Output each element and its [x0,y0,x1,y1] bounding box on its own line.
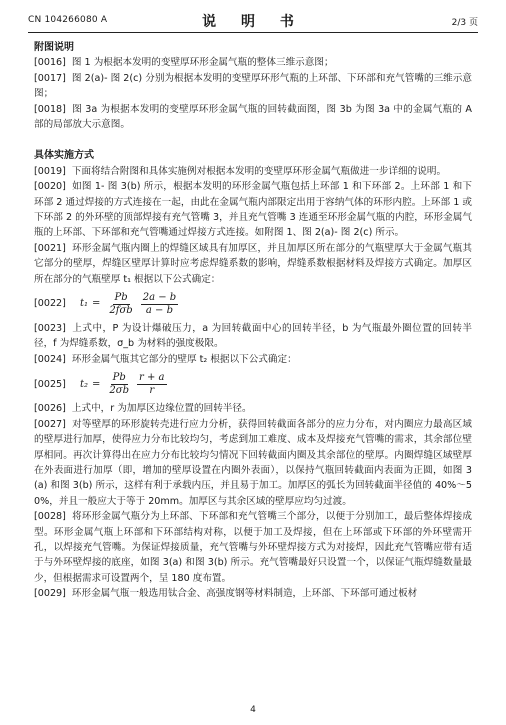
fraction-denominator: r [149,384,155,396]
formula-body [80,372,170,397]
formula-lhs: t₂ [80,378,89,390]
formula-equals: = [92,378,101,390]
document-body [34,40,472,602]
fraction-numerator: r + a [139,371,165,383]
fraction-numerator: Pb [114,291,128,303]
paragraph-0017 [34,71,472,102]
page-header [28,10,478,33]
paragraph-text: 环形金属气瓶其它部分的壁厚 t₂ 根据以下公式确定： [71,353,297,365]
section-spacer [34,132,472,148]
paragraph-number: [0027] [34,418,66,430]
paragraph-text: 对等壁厚的环形旋转壳进行应力分析，获得回转截面各部分的应力分布，对内圈应力最高区域的壁厚进行加厚，使得应力分布比较均匀，考虑到加工难度、成本及焊接充气管嘴的需求，其余部位壁厚相同。再次计算得出在应力分布比较均匀情况下回转截面内圈及其余部位的壁厚。内圈焊缝区域壁厚在外表面进行加厚（即，增加的壁厚设置在内圈外表面），以保持气瓶回转截面内表面为正圆，如图 3(a) 和图 3(b) 所示，这样有利于承载内压，并且易于加工。加厚区的弧长为回转截面半径值的 40%～50%，并且一般应大于等于 20mm。加厚区与其余区域的壁厚应均匀过渡。 [34,418,472,507]
paragraph-0021 [34,241,472,287]
paragraph-0028 [34,509,472,586]
paragraph-text: 上式中，r 为加厚区边缘位置的回转半径。 [71,403,252,415]
paragraph-0018 [34,102,472,133]
paragraph-0023 [34,321,472,352]
paragraph-number: [0023] [34,323,66,335]
patent-number: CN 104266080 A [28,15,108,25]
paragraph-text: 下面将结合附图和具体实施例对根据本发明的变壁厚环形金属气瓶做进一步详细的说明。 [71,165,447,177]
paragraph-number: [0028] [34,511,66,523]
fraction-1 [107,372,131,397]
paragraph-0029 [34,586,472,601]
paragraph-0027 [34,417,472,509]
paragraph-0024 [34,352,472,367]
fraction-denominator: 2σb [109,384,130,396]
paragraph-text: 图 1 为根据本发明的变壁厚环形金属气瓶的整体三维示意图； [71,57,334,69]
page-number-footer: 4 [250,705,256,715]
formula-lhs: t₁ [80,298,89,310]
paragraph-text: 图 3a 为根据本发明的变壁厚环形金属气瓶的回转截面图，图 3b 为图 3a 中的金属气瓶的 A 部的局部放大示意图。 [34,103,472,131]
paragraph-0019 [34,164,472,179]
formula-body [80,292,181,317]
fraction-2 [141,292,178,317]
paragraph-number: [0017] [34,72,66,84]
paragraph-text: 将环形金属气瓶分为上环部、下环部和充气管嘴三个部分，以便于分别加工，最后整体焊接成型。环形金属气瓶上环部和下环部结构对称，以便于加工及焊接，但在上环部或下环部的外环壁需开孔，以焊接充气管嘴。为保证焊接质量，充气管嘴与外环壁焊接方式为对接焊，因此充气管嘴应带有适于与外环壁焊接的底座，如图 3(a) 和图 3(b) 所示。充气管嘴最好只设置一个，以保证气瓶焊缝数量最少，但根据需求可设置两个，呈 180 度布置。 [34,511,472,584]
paragraph-number: [0025] [34,378,66,390]
paragraph-number: [0020] [34,181,66,193]
paragraph-number: [0022] [34,298,66,310]
paragraph-number: [0018] [34,103,66,115]
fraction-1 [107,292,134,317]
paragraph-text: 图 2(a)- 图 2(c) 分别为根据本发明的变壁厚环形气瓶的上环部、下环部和充气管嘴的三维示意图； [34,72,472,100]
fraction-denominator: a − b [145,304,173,316]
section-title-embodiment: 具体实施方式 [34,150,94,162]
fraction-denominator: 2fσb [109,304,133,316]
section-title-figures: 附图说明 [34,42,74,53]
paragraph-text: 上式中，P 为设计爆破压力，a 为回转截面中心的回转半径，b 为气瓶最外圈位置的回转半径，f 为焊缝系数，σ_b 为材料的强度极限。 [34,323,472,350]
paragraph-0026 [34,401,472,416]
fraction-2 [137,372,166,397]
paragraph-number: [0016] [34,57,66,69]
fraction-numerator: 2a − b [142,291,177,303]
paragraph-number: [0019] [34,165,66,177]
paragraph-text: 如图 1- 图 3(b) 所示，根据本发明的环形金属气瓶包括上环部 1 和下环部 2。上环部 1 和下环部 2 通过焊接的方式连接在一起，由此在金属气瓶内部限定出用于容纳气体的环形内腔。上环部 1 或下环部 2 的外环壁的顶部焊接有充气管嘴 3，并且充气管嘴 3 连通至环形金属气瓶的内腔，环形金属气瓶的上环部、下环部和充气管嘴通过焊接方式连接。如附图 1、图 2(a)- 图 2(c) 所示。 [34,181,472,239]
paragraph-0020 [34,179,472,241]
formula-t2 [34,369,472,399]
page-indicator: 2/3 页 [451,18,478,28]
paragraph-number: [0029] [34,588,66,600]
formula-t1 [34,289,472,319]
formula-equals: = [92,298,101,310]
paragraph-0016 [34,55,472,70]
document-type-title: 说 明 书 [202,14,304,30]
fraction-numerator: Pb [112,371,126,383]
paragraph-text: 环形金属气瓶一般选用钛合金、高强度钢等材料制造，上环部、下环部可通过板材 [71,588,418,600]
paragraph-number: [0024] [34,353,66,365]
paragraph-text: 环形金属气瓶内圈上的焊缝区域具有加厚区，并且加厚区所在部分的气瓶壁厚大于金属气瓶其它部分的壁厚，焊缝区壁厚计算时应考虑焊缝系数的影响，焊缝系数根据材料及焊接方式确定。加厚区所在部分的气瓶壁厚 t₁ 根据以下公式确定： [34,242,472,285]
paragraph-number: [0026] [34,403,66,415]
paragraph-number: [0021] [34,242,66,254]
